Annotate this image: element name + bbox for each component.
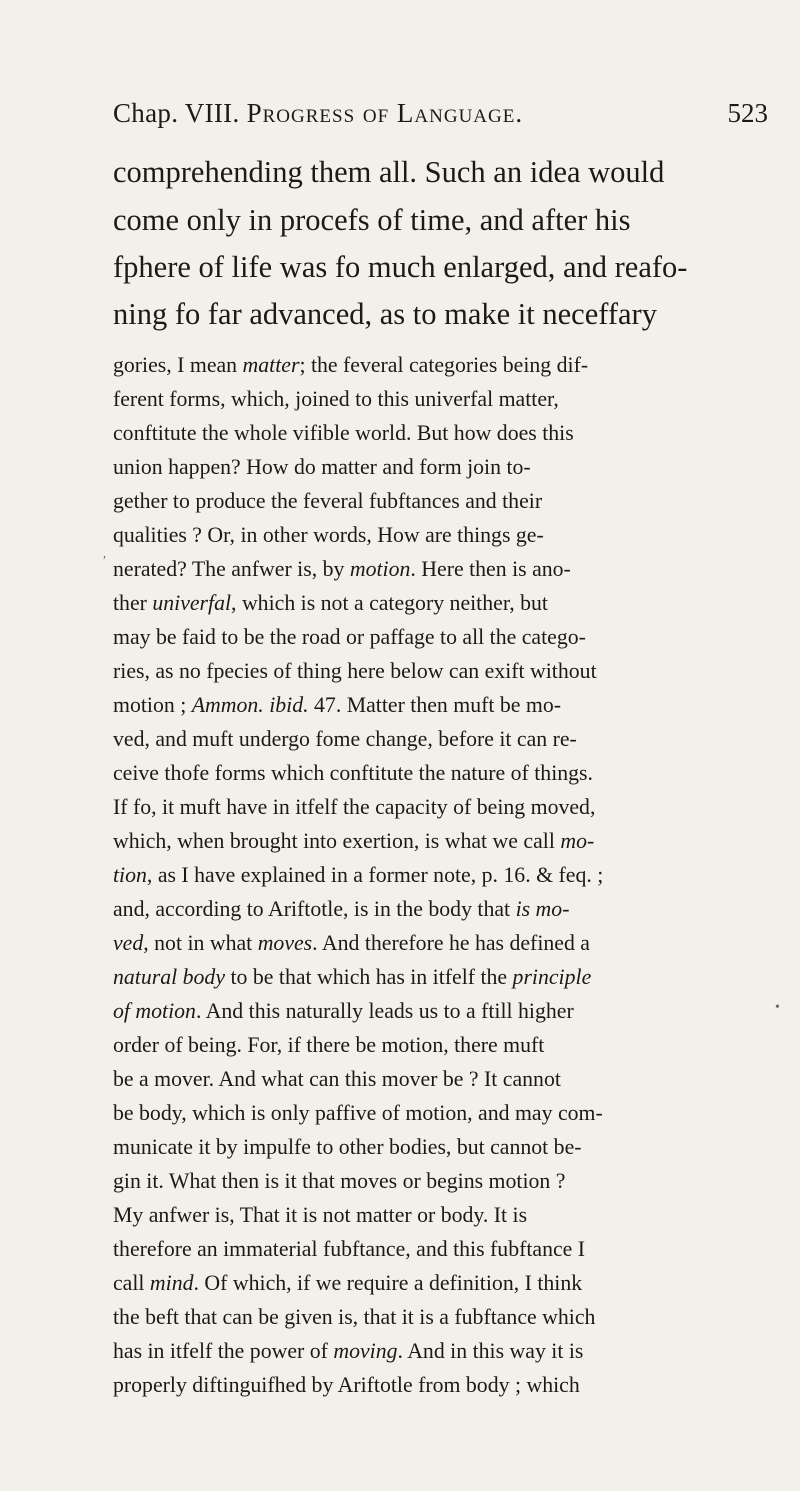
note-line-12: ved, and muft undergo fome change, before it can re- [113,727,577,751]
note-line-11: motion ; Ammon. ibid. 47. Matter then muft be mo- [113,693,561,717]
note-line-2: ferent forms, which, joined to this univerfal matter, [113,387,559,411]
note-line-20: of motion. And this naturally leads us to a ftill higher [113,999,574,1023]
note-line-5: gether to produce the feveral fubftances and their [113,489,543,513]
note-line-1: gories, I mean matter; the feveral categories being dif- [113,353,589,377]
note-line-19: natural body to be that which has in itfelf the principle [113,965,592,989]
chapter-title: Progress of Language. [246,98,524,128]
note-line-16: tion, as I have explained in a former note, p. 16. & feq. ; [113,863,604,887]
note-line-21: order of being. For, if there be motion, there muft [113,1033,545,1057]
note-line-15: which, when brought into exertion, is what we call mo- [113,829,595,853]
margin-mark-right: • [775,1000,780,1015]
note-line-22: be a mover. And what can this mover be ? It cannot [113,1067,561,1091]
note-line-31: properly diftinguifhed by Ariftotle from body ; which [113,1373,580,1397]
note-line-28: call mind. Of which, if we require a definition, I think [113,1271,583,1295]
page-number: 523 [727,98,768,128]
body-line-3: fphere of life was fo much enlarged, and reafo- [113,250,688,284]
margin-mark-left: ′ [103,554,107,569]
note-line-29: the beft that can be given is, that it is a fubftance which [113,1305,596,1329]
note-line-3: conftitute the whole vifible world. But how does this [113,421,574,445]
note-line-25: gin it. What then is it that moves or begins motion ? [113,1169,566,1193]
note-line-14: If fo, it muft have in itfelf the capacity of being moved, [113,795,596,819]
chapter-label: Chap. VIII. [113,98,240,128]
note-line-8: ther univerfal, which is not a category neither, but [113,591,548,615]
note-line-27: therefore an immaterial fubftance, and this fubftance I [113,1237,586,1261]
running-head [113,98,773,129]
note-line-13: ceive thofe forms which conftitute the nature of things. [113,761,593,785]
note-line-9: may be faid to be the road or paffage to all the catego- [113,625,586,649]
body-line-4: ning fo far advanced, as to make it neceffary [113,297,657,331]
note-line-30: has in itfelf the power of moving. And in this way it is [113,1339,584,1363]
note-line-24: municate it by impulfe to other bodies, but cannot be- [113,1135,582,1159]
note-line-6: qualities ? Or, in other words, How are things ge- [113,523,544,547]
note-line-4: union happen? How do matter and form join to- [113,455,531,479]
note-line-7: nerated? The anfwer is, by motion. Here then is ano- [113,557,571,581]
note-line-17: and, according to Ariftotle, is in the body that is mo- [113,897,570,921]
note-line-23: be body, which is only paffive of motion, and may com- [113,1101,603,1125]
body-line-2: come only in procefs of time, and after his [113,203,631,237]
note-line-26: My anfwer is, That it is not matter or body. It is [113,1203,528,1227]
body-line-1: comprehending them all. Such an idea would [113,155,665,189]
note-line-10: ries, as no fpecies of thing here below can exift without [113,659,597,683]
note-line-18: ved, not in what moves. And therefore he has defined a [113,931,590,955]
